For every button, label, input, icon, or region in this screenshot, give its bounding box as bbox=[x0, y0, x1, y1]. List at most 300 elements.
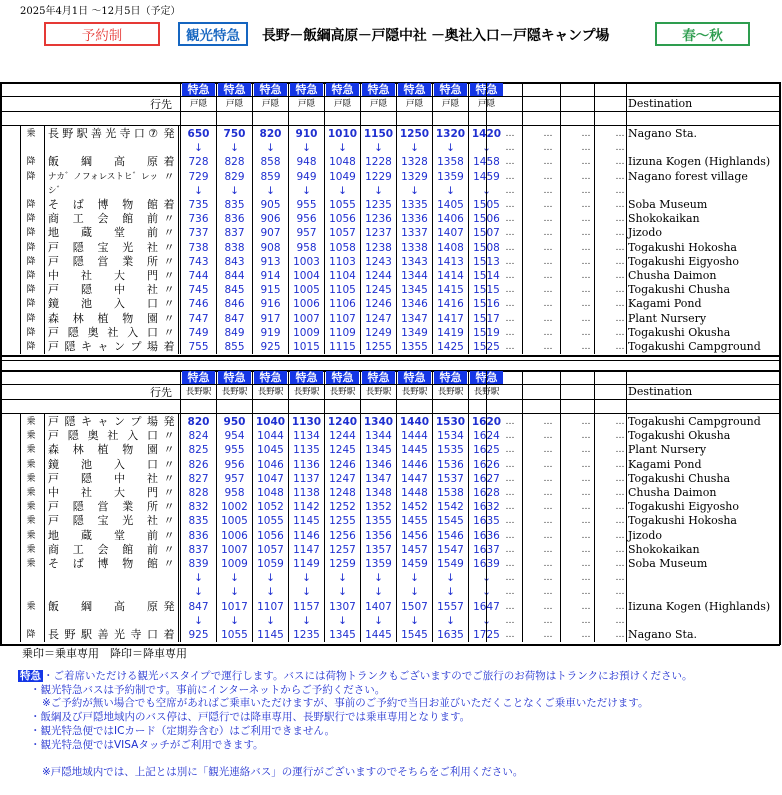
empty-cell-dots: … bbox=[615, 285, 625, 296]
stop-name-en: Togakushi Campground bbox=[628, 340, 761, 353]
departure-time: 916 bbox=[260, 298, 281, 311]
departure-time: 1416 bbox=[437, 298, 464, 311]
note-line-3: ・飯綱及び戸隠地域内のバス停は、戸隠行では降車専用、長野駅行では乗車専用となります。 bbox=[30, 711, 471, 724]
departure-time: 1352 bbox=[365, 501, 392, 514]
outbound-dest-code-7: 戸隠 bbox=[441, 99, 459, 109]
departure-time: 847 bbox=[224, 312, 245, 325]
departure-time: 955 bbox=[296, 199, 317, 211]
season-badge: 春～秋 bbox=[655, 22, 750, 46]
departure-time: 827 bbox=[188, 472, 209, 485]
empty-cell-dots: … bbox=[581, 559, 591, 569]
stop-name-en: Iizuna Kogen (Highlands) bbox=[628, 155, 771, 169]
departure-time: 1407 bbox=[365, 600, 392, 613]
grid-line bbox=[468, 83, 469, 354]
stop-name: そば博物館 bbox=[48, 557, 158, 570]
departure-time: 1338 bbox=[401, 241, 428, 254]
departure-time: 1134 bbox=[293, 430, 320, 443]
departure-time: 1355 bbox=[365, 515, 392, 528]
outbound-dest-code-3: 戸隠 bbox=[297, 99, 315, 109]
inbound-arrow-row bbox=[0, 614, 782, 628]
departure-time: 1414 bbox=[437, 270, 464, 282]
boarding-type-mark: 降 bbox=[26, 171, 36, 182]
boarding-type-mark: 乗 bbox=[26, 544, 36, 555]
empty-cell-dots: … bbox=[505, 417, 515, 427]
departure-time: 1130 bbox=[291, 416, 322, 428]
grid-line bbox=[522, 83, 523, 354]
stop-name: 戸隠宝光社 bbox=[48, 240, 158, 254]
stop-name-en: Kagami Pond bbox=[628, 457, 702, 471]
departure-time: 1545 bbox=[437, 515, 464, 528]
stop-name-en: Togakushi Okusha bbox=[628, 325, 731, 339]
departure-time: 1145 bbox=[293, 515, 320, 528]
departure-time: 1345 bbox=[329, 629, 356, 641]
departure-time: 1636 bbox=[473, 529, 500, 542]
departure-time: 1516 bbox=[473, 298, 500, 311]
empty-cell-dots: … bbox=[505, 473, 515, 484]
departure-time: 1252 bbox=[329, 501, 356, 514]
departure-time: 1455 bbox=[401, 515, 428, 528]
outbound-dest-code-5: 戸隠 bbox=[369, 99, 387, 109]
outbound-trip-type-4: 特急 bbox=[326, 83, 359, 97]
empty-cell-dots: … bbox=[505, 285, 515, 296]
departure-time: 1005 bbox=[221, 515, 248, 528]
grid-line bbox=[594, 371, 595, 642]
departure-time: 824 bbox=[188, 430, 209, 443]
departure-time: 746 bbox=[188, 298, 209, 311]
departure-time: 1628 bbox=[473, 487, 500, 499]
departure-time: 1017 bbox=[221, 600, 248, 613]
departure-time: 1545 bbox=[401, 629, 428, 641]
empty-cell-dots: … bbox=[543, 200, 553, 210]
stop-name-en: Iizuna Kogen (Highlands) bbox=[628, 599, 771, 613]
grid-line bbox=[360, 83, 361, 354]
pass-arrow: ↓ bbox=[230, 586, 239, 599]
stop-name: 森林植物園 bbox=[48, 311, 158, 325]
departure-time: 1320 bbox=[435, 128, 466, 140]
pass-arrow: ↓ bbox=[194, 572, 203, 585]
departure-time: 829 bbox=[224, 170, 245, 183]
empty-cell-dots: … bbox=[505, 615, 515, 626]
departure-time: 1137 bbox=[293, 472, 320, 485]
grid-line bbox=[0, 125, 780, 126]
empty-cell-dots: … bbox=[615, 256, 625, 267]
departure-time: 1508 bbox=[473, 241, 500, 254]
pass-arrow: ↓ bbox=[230, 572, 239, 585]
grid-line bbox=[44, 413, 45, 642]
outbound-stop-row bbox=[0, 297, 782, 311]
departure-time: 915 bbox=[260, 284, 281, 297]
departure-time: 907 bbox=[260, 227, 281, 240]
stop-name: 中社大門 bbox=[48, 269, 158, 282]
boarding-type-mark: 乗 bbox=[26, 601, 36, 612]
departure-time: 1507 bbox=[401, 600, 428, 613]
grid-line bbox=[324, 371, 325, 642]
departure-time: 1635 bbox=[437, 629, 464, 641]
departure-time: 1046 bbox=[257, 458, 284, 471]
departure-time: 956 bbox=[296, 213, 317, 226]
departure-time: 905 bbox=[260, 199, 281, 211]
departure-time: 838 bbox=[224, 241, 245, 254]
stop-name-en: Nagano Sta. bbox=[628, 127, 697, 140]
boarding-type-mark: 乗 bbox=[26, 488, 36, 498]
grid-line bbox=[180, 371, 181, 642]
departure-time: 1415 bbox=[437, 284, 464, 297]
arrival-departure-mark: 〃 bbox=[163, 528, 175, 542]
outbound-stop-row bbox=[0, 326, 782, 340]
inbound-trip-type-0: 特急 bbox=[182, 371, 215, 385]
departure-time: 1145 bbox=[257, 629, 284, 641]
pass-arrow: ↓ bbox=[266, 586, 275, 599]
departure-time: 1417 bbox=[437, 312, 464, 325]
pass-arrow: ↓ bbox=[230, 184, 239, 197]
departure-time: 1547 bbox=[437, 543, 464, 556]
stop-name-en: Togakushi Chusha bbox=[628, 283, 731, 297]
departure-time: 826 bbox=[188, 458, 209, 471]
pass-arrow: ↓ bbox=[194, 184, 203, 197]
outbound-trip-type-2: 特急 bbox=[254, 83, 287, 97]
grid-line bbox=[594, 83, 595, 354]
pass-arrow: ↓ bbox=[230, 614, 239, 627]
empty-cell-dots: … bbox=[543, 502, 553, 513]
empty-cell-dots: … bbox=[543, 171, 553, 182]
departure-time: 828 bbox=[188, 487, 209, 499]
empty-cell-dots: … bbox=[615, 271, 625, 281]
empty-cell-dots: … bbox=[581, 171, 591, 182]
empty-cell-dots: … bbox=[543, 214, 553, 225]
empty-cell-dots: … bbox=[505, 242, 515, 253]
departure-time: 825 bbox=[188, 444, 209, 457]
departure-time: 1542 bbox=[437, 501, 464, 514]
departure-time: 956 bbox=[224, 458, 245, 471]
pass-arrow: ↓ bbox=[446, 572, 455, 585]
inbound-trip-type-8: 特急 bbox=[470, 371, 503, 385]
grid-line bbox=[20, 413, 21, 642]
inbound-stop-row bbox=[0, 486, 782, 500]
stop-name: 飯綱高原 bbox=[48, 599, 158, 613]
departure-time: 1104 bbox=[329, 270, 356, 282]
empty-cell-dots: … bbox=[543, 559, 553, 569]
pass-arrow: ↓ bbox=[302, 614, 311, 627]
departure-time: 1146 bbox=[293, 529, 320, 542]
pass-arrow: ↓ bbox=[302, 142, 311, 155]
empty-cell-dots: … bbox=[615, 417, 625, 427]
departure-time: 1538 bbox=[437, 487, 464, 499]
stop-name-en: Togakushi Hokosha bbox=[628, 514, 737, 528]
boarding-type-mark: 乗 bbox=[26, 417, 36, 427]
stop-name: 飯綱高原 bbox=[48, 155, 158, 169]
departure-time: 1048 bbox=[329, 156, 356, 169]
pass-arrow: ↓ bbox=[374, 586, 383, 599]
empty-cell-dots: … bbox=[505, 143, 515, 154]
inbound-stop-row bbox=[0, 443, 782, 457]
outbound-trip-type-5: 特急 bbox=[362, 83, 395, 97]
departure-time: 1534 bbox=[437, 430, 464, 443]
inbound-stop-row bbox=[0, 628, 782, 642]
empty-cell-dots: … bbox=[581, 459, 591, 470]
outbound-stop-row bbox=[0, 255, 782, 269]
empty-cell-dots: … bbox=[505, 544, 515, 555]
stop-name: 戸隠中社 bbox=[48, 471, 158, 485]
departure-time: 1307 bbox=[329, 600, 356, 613]
departure-time: 1248 bbox=[329, 487, 356, 499]
inbound-stop-row bbox=[0, 472, 782, 486]
outbound-destination-en: Destination bbox=[628, 97, 693, 110]
stop-name: 戸隠キャンプ場 bbox=[48, 340, 158, 353]
empty-cell-dots: … bbox=[543, 516, 553, 527]
departure-time: 843 bbox=[224, 255, 245, 268]
empty-cell-dots: … bbox=[615, 445, 625, 456]
departure-time: 1250 bbox=[399, 128, 430, 140]
outbound-stop-row bbox=[0, 198, 782, 212]
departure-time: 1358 bbox=[437, 156, 464, 169]
empty-cell-dots: … bbox=[543, 157, 553, 168]
empty-cell-dots: … bbox=[581, 615, 591, 626]
departure-time: 1406 bbox=[437, 213, 464, 226]
boarding-type-mark: 降 bbox=[26, 327, 36, 338]
boarding-type-mark: 乗 bbox=[26, 445, 36, 456]
arrival-departure-mark: 〃 bbox=[163, 542, 175, 556]
empty-cell-dots: … bbox=[543, 299, 553, 310]
empty-cell-dots: … bbox=[505, 445, 515, 456]
departure-time: 908 bbox=[260, 241, 281, 254]
departure-time: 1010 bbox=[327, 128, 358, 140]
empty-cell-dots: … bbox=[505, 459, 515, 470]
empty-cell-dots: … bbox=[581, 445, 591, 456]
pass-arrow: ↓ bbox=[482, 586, 491, 599]
empty-cell-dots: … bbox=[615, 228, 625, 239]
pass-arrow: ↓ bbox=[302, 586, 311, 599]
empty-cell-dots: … bbox=[581, 601, 591, 612]
empty-cell-dots: … bbox=[543, 242, 553, 253]
empty-cell-dots: … bbox=[543, 285, 553, 296]
departure-time: 820 bbox=[187, 416, 210, 428]
departure-time: 1345 bbox=[365, 444, 392, 457]
empty-cell-dots: … bbox=[581, 185, 591, 196]
grid-line bbox=[0, 413, 780, 414]
arrival-departure-mark: 〃 bbox=[163, 283, 175, 297]
inbound-stop-row bbox=[0, 543, 782, 557]
empty-cell-dots: … bbox=[505, 488, 515, 498]
departure-time: 837 bbox=[188, 543, 209, 556]
stop-name: 戸隠中社 bbox=[48, 283, 158, 297]
empty-cell-dots: … bbox=[543, 256, 553, 267]
departure-time: 820 bbox=[259, 128, 282, 140]
departure-time: 1105 bbox=[329, 284, 356, 297]
empty-cell-dots: … bbox=[543, 587, 553, 598]
empty-cell-dots: … bbox=[581, 256, 591, 267]
departure-time: 1002 bbox=[221, 501, 248, 514]
departure-time: 958 bbox=[296, 241, 317, 254]
departure-time: 1138 bbox=[293, 487, 320, 499]
departure-time: 1249 bbox=[365, 326, 392, 339]
departure-time: 1448 bbox=[401, 487, 428, 499]
departure-time: 1515 bbox=[473, 284, 500, 297]
grid-line bbox=[0, 355, 780, 357]
grid-line bbox=[44, 125, 45, 354]
stop-name: 戸隠宝光社 bbox=[48, 514, 158, 528]
departure-time: 1514 bbox=[473, 270, 500, 282]
grid-line bbox=[216, 83, 217, 354]
departure-time: 1056 bbox=[329, 213, 356, 226]
grid-line bbox=[216, 371, 217, 642]
departure-time: 925 bbox=[188, 629, 209, 641]
empty-cell-dots: … bbox=[615, 431, 625, 442]
outbound-stop-row bbox=[0, 241, 782, 255]
departure-time: 1445 bbox=[365, 629, 392, 641]
empty-cell-dots: … bbox=[505, 157, 515, 168]
departure-time: 1405 bbox=[437, 199, 464, 211]
departure-time: 1530 bbox=[435, 416, 466, 428]
departure-time: 1336 bbox=[401, 213, 428, 226]
departure-time: 1557 bbox=[437, 600, 464, 613]
departure-time: 919 bbox=[260, 326, 281, 339]
inbound-dest-code-0: 長野駅 bbox=[185, 387, 212, 397]
empty-cell-dots: … bbox=[581, 129, 591, 139]
outbound-stop-row bbox=[0, 269, 782, 283]
empty-cell-dots: … bbox=[581, 157, 591, 168]
empty-cell-dots: … bbox=[581, 431, 591, 442]
departure-time: 1356 bbox=[365, 529, 392, 542]
departure-time: 855 bbox=[224, 341, 245, 353]
empty-cell-dots: … bbox=[581, 214, 591, 225]
inbound-dest-code-7: 長野駅 bbox=[437, 387, 464, 397]
boarding-type-mark: 乗 bbox=[26, 129, 36, 139]
departure-time: 1107 bbox=[257, 600, 284, 613]
departure-time: 925 bbox=[260, 341, 281, 353]
note-line-0: 特急 ・ご着席いただける観光バスタイプで運行します。バスには荷物トランクもございますのでご旅行のお荷物はトランクにお預けください。 bbox=[20, 670, 693, 682]
stop-name-en: Plant Nursery bbox=[628, 443, 707, 457]
departure-time: 914 bbox=[260, 270, 281, 282]
departure-time: 1009 bbox=[293, 326, 320, 339]
empty-cell-dots: … bbox=[543, 228, 553, 239]
departure-time: 1055 bbox=[257, 515, 284, 528]
reservation-badge: 予約制 bbox=[44, 22, 160, 46]
empty-cell-dots: … bbox=[543, 573, 553, 584]
arrival-departure-mark: 〃 bbox=[163, 240, 175, 254]
departure-time: 1238 bbox=[365, 241, 392, 254]
departure-time: 836 bbox=[224, 213, 245, 226]
pass-arrow: ↓ bbox=[482, 614, 491, 627]
empty-cell-dots: … bbox=[505, 129, 515, 139]
departure-time: 1106 bbox=[329, 298, 356, 311]
empty-cell-dots: … bbox=[615, 313, 625, 324]
empty-cell-dots: … bbox=[615, 615, 625, 626]
stop-name-en: Plant Nursery bbox=[628, 311, 707, 325]
stop-name-en: Togakushi Okusha bbox=[628, 429, 731, 443]
departure-time: 957 bbox=[224, 472, 245, 485]
departure-time: 1637 bbox=[473, 543, 500, 556]
outbound-stop-row bbox=[0, 312, 782, 326]
departure-time: 1517 bbox=[473, 312, 500, 325]
inbound-stop-row bbox=[0, 557, 782, 571]
pass-arrow: ↓ bbox=[338, 586, 347, 599]
grid-line bbox=[0, 96, 780, 97]
departure-time: 738 bbox=[188, 241, 209, 254]
departure-time: 1639 bbox=[473, 558, 500, 570]
empty-cell-dots: … bbox=[581, 313, 591, 324]
inbound-stop-row bbox=[0, 415, 782, 429]
grid-line bbox=[0, 360, 780, 361]
pass-arrow: ↓ bbox=[302, 184, 311, 197]
grid-line bbox=[560, 83, 561, 354]
empty-cell-dots: … bbox=[581, 516, 591, 527]
empty-cell-dots: … bbox=[505, 228, 515, 239]
grid-line bbox=[468, 371, 469, 642]
outbound-trip-type-8: 特急 bbox=[470, 83, 503, 97]
stop-name-en: Chusha Daimon bbox=[628, 486, 717, 499]
pass-arrow: ↓ bbox=[410, 572, 419, 585]
departure-time: 1147 bbox=[293, 543, 320, 556]
departure-time: 1347 bbox=[401, 312, 428, 325]
arrival-departure-mark: 〃 bbox=[163, 500, 175, 514]
arrival-departure-mark: 着 bbox=[163, 628, 175, 641]
pass-arrow: ↓ bbox=[374, 614, 383, 627]
grid-line bbox=[486, 83, 487, 354]
boarding-type-mark: 乗 bbox=[26, 502, 36, 513]
pass-arrow: ↓ bbox=[482, 142, 491, 155]
departure-time: 1632 bbox=[473, 501, 500, 514]
departure-time: 755 bbox=[188, 341, 209, 353]
departure-time: 1444 bbox=[401, 430, 428, 443]
inbound-dest-code-2: 長野駅 bbox=[257, 387, 284, 397]
departure-time: 846 bbox=[224, 298, 245, 311]
departure-time: 1407 bbox=[437, 227, 464, 240]
departure-time: 839 bbox=[188, 558, 209, 570]
arrival-departure-mark: 発 bbox=[163, 599, 175, 613]
departure-time: 1452 bbox=[401, 501, 428, 514]
departure-time: 1255 bbox=[365, 341, 392, 353]
inbound-arrow-row bbox=[0, 571, 782, 585]
stop-name-en: Togakushi Eigyosho bbox=[628, 254, 739, 268]
departure-time: 1635 bbox=[473, 515, 500, 528]
departure-time: 744 bbox=[188, 270, 209, 282]
stop-name: 地蔵堂前 bbox=[48, 226, 158, 240]
stop-name-en: Shokokaikan bbox=[628, 542, 700, 556]
stop-name: 戸隠キャンプ場 bbox=[48, 415, 158, 428]
empty-cell-dots: … bbox=[615, 143, 625, 154]
grid-line bbox=[396, 371, 397, 642]
empty-cell-dots: … bbox=[543, 313, 553, 324]
departure-time: 849 bbox=[224, 326, 245, 339]
empty-cell-dots: … bbox=[615, 488, 625, 498]
grid-line bbox=[522, 371, 523, 642]
departure-time: 1055 bbox=[221, 629, 248, 641]
departure-time: 1136 bbox=[293, 458, 320, 471]
stop-name: ナカ゛ノフォレストヒ゛レッシ゛ bbox=[48, 171, 158, 196]
inbound-stop-row bbox=[0, 529, 782, 543]
departure-time: 1045 bbox=[257, 444, 284, 457]
outbound-arrow-row bbox=[0, 184, 782, 198]
departure-time: 1103 bbox=[329, 255, 356, 268]
departure-time: 1007 bbox=[293, 312, 320, 325]
inbound-dest-code-3: 長野駅 bbox=[293, 387, 320, 397]
empty-cell-dots: … bbox=[615, 157, 625, 168]
pass-arrow: ↓ bbox=[482, 184, 491, 197]
stop-name: 商工会館前 bbox=[48, 212, 158, 226]
note-line-6 bbox=[18, 752, 758, 766]
inbound-trip-type-4: 特急 bbox=[326, 371, 359, 385]
departure-time: 1507 bbox=[473, 227, 500, 240]
grid-line bbox=[486, 371, 487, 642]
empty-cell-dots: … bbox=[505, 256, 515, 267]
inbound-stop-row bbox=[0, 458, 782, 472]
stop-name-en: Nagano forest village bbox=[628, 169, 748, 183]
empty-cell-dots: … bbox=[505, 630, 515, 640]
pass-arrow: ↓ bbox=[338, 614, 347, 627]
stop-name-en: Jizodo bbox=[628, 528, 663, 542]
departure-time: 1440 bbox=[399, 416, 430, 428]
departure-time: 1344 bbox=[401, 270, 428, 282]
